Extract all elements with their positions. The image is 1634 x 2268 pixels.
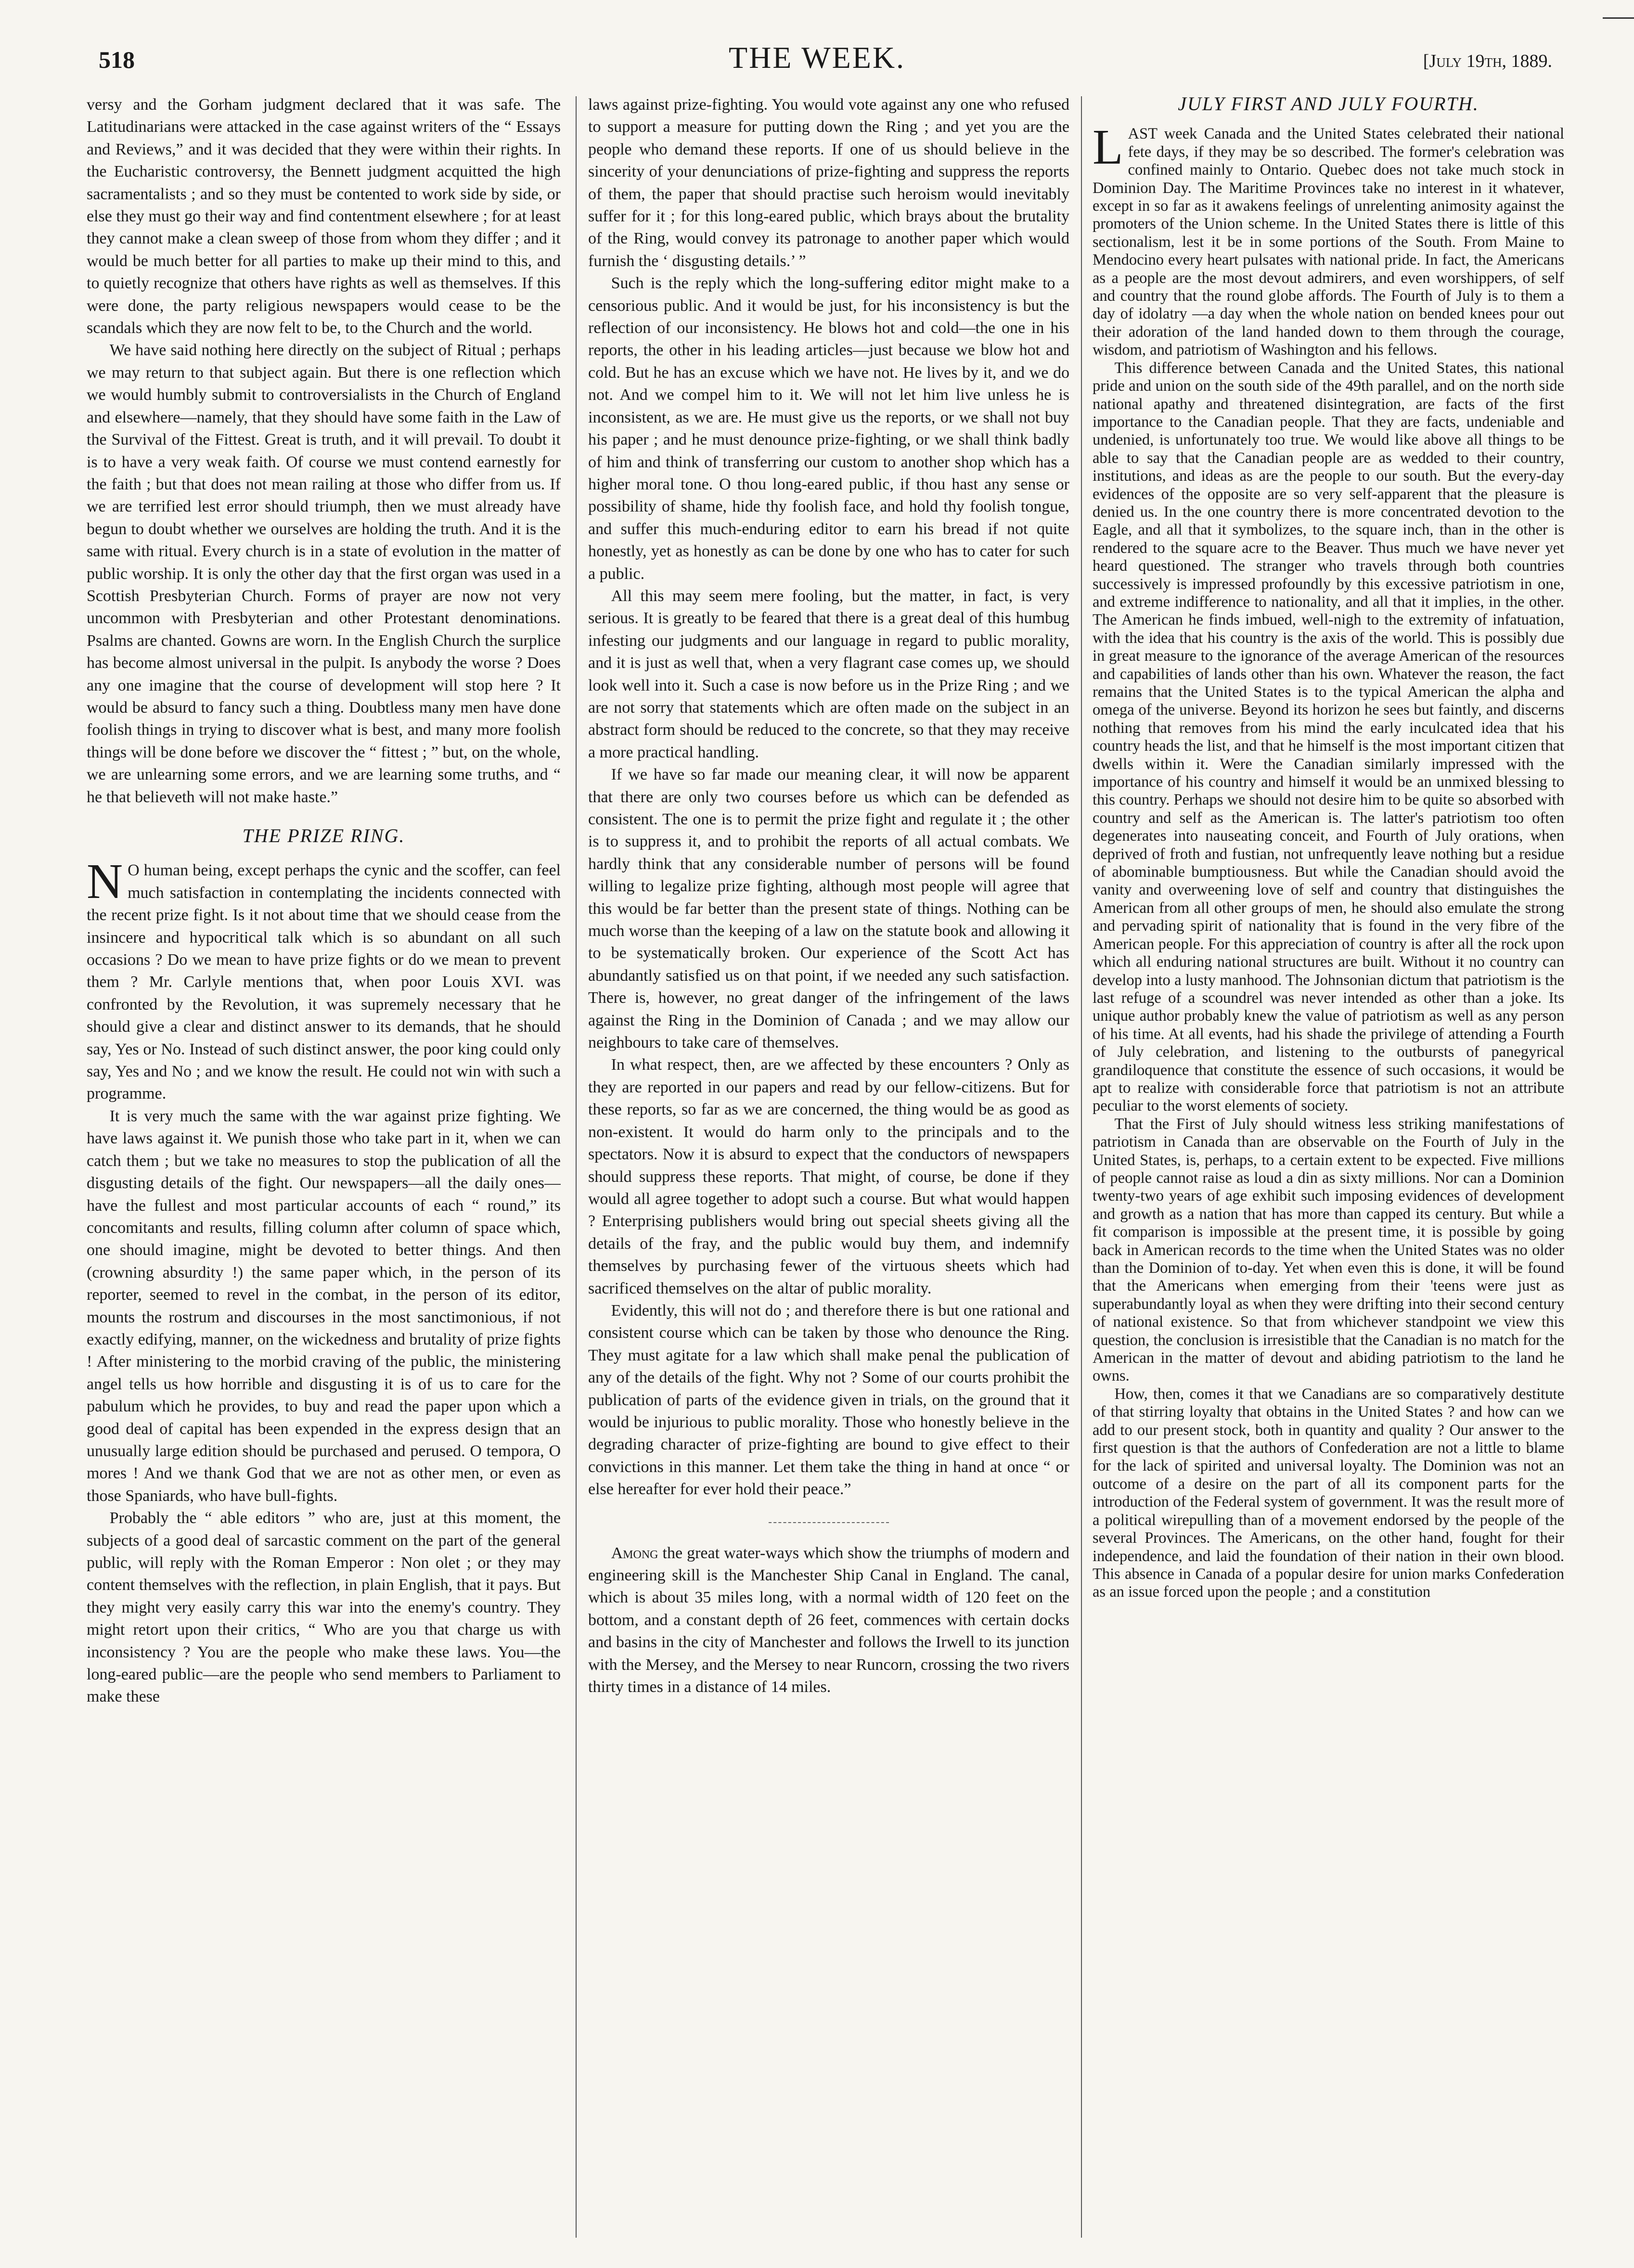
paragraph: Such is the reply which the long-suffering editor might make to a censorious public. And it would be just, for his inconsistency is but the reflection of our inconsistency. He blows hot and cold—the one in his reports, the other in his leading articles—just because we blow hot and cold. But he has an excuse which we have not. He lives by it, and we do not. And we compel him to it. We will not let him live unless he is inconsistent, as we are. He must give us the reports, or we shall not buy his paper ; and he must denounce prize-fighting, or we shall think badly of him and think of transferring our custom to another shop which has a higher moral tone. O thou long-eared public, if thou hast any sense or possibility of shame, hide thy foolish face, and hold thy foolish tongue, and suffer this much-enduring editor to earn his bread if not quite honestly, yet as honestly as can be done by one who has to cater for such a public. [588, 274, 1069, 583]
paragraph: Evidently, this will not do ; and therefore there is but one rational and consistent course which can be taken by those who denounce the Ring. They must agitate for a law which shall make penal the publication of any of the details of the fight. Why not ? Some of our courts prohibit the publication of parts of the evidence given in trials, on the ground that it would be injurious to public morality. Those who honestly believe in the degrading character of prize-fighting are bound to give effect to their convictions in this manner. Let them take the thing in hand at once “ or else hereafter for ever hold their peace.” [588, 1301, 1069, 1499]
paragraph: versy and the Gorham judgment declared that it was safe. The Latitudinarians were attacked in the case against writers of the “ Essays and Reviews,” and it was decided that they were within their rights. In the Eucharistic controversy, the Bennett judgment acquitted the high sacramentalists ; and so they must be contented to work side by side, or else they must go their way and find contentment elsewhere ; for at least they cannot make a clean sweep of those from whom they differ ; and it would be much better for all parties to make up their mind to this, and to quietly recognize that others have rights as well as themselves. If this were done, the party religious newspapers would cease to be the scandals which they are now felt to be, to the Church and the world. [87, 96, 561, 337]
section-separator [769, 1522, 889, 1523]
paragraph: We have said nothing here directly on the subject of Ritual ; perhaps we may return to that subject again. But there is one reflection which we would humbly submit to controversialists in the Church of England and elsewhere—namely, that they should have some faith in the Law of the Survival of the Fittest. Great is truth, and it will prevail. To doubt it is to have a very weak faith. Of course we must contend earnestly for the faith ; but that does not mean railing at those who differ from us. If we are terrified lest error should triumph, then we must already have begun to doubt whether we ourselves are holding the truth. And it is the same with ritual. Every church is in a state of evolution in the matter of public worship. It is only the other day that the first organ was used in a Scottish Presbyterian Church. Forms of prayer are now not very uncommon with Presbyterian and other Protestant denominations. Psalms are chanted. Gowns are worn. In the English Church the surplice has become almost universal in the pulpit. Is anybody the worse ? Does any one imagine that the course of development will stop here ? It would be absurd to fancy such a thing. Doubtless many men have done foolish things in trying to discover what is best, and many more foolish things will be done before we discover the “ fittest ; ” but, on the whole, we are unlearning some errors, and we are learning some truths, and “ he that believeth will not make haste.” [87, 341, 561, 806]
drop-cap: N [87, 854, 123, 910]
article-heading-prize-ring: THE PRIZE RING. [242, 825, 405, 846]
page-number: 518 [99, 46, 135, 73]
masthead: THE WEEK. [728, 40, 906, 75]
paragraph-text: O human being, except perhaps the cynic and the scoffer, can feel much satisfaction in contemplating the incidents connected with the recent prize fight. Is it not about time that we should cease from the insincere and hypocritical talk which is so abundant on all such occasions ? Do we mean to have prize fights or do we mean to prevent them ? Mr. Carlyle mentions that, when poor Louis XVI. was confronted by the Revolution, it was supremely necessary that he should give a clear and distinct answer to its demands, that he should say, Yes or No. Instead of such distinct answer, the poor king could only say, Yes and No ; and we know the result. He could not win with such a programme. [87, 861, 561, 1103]
paragraph [588, 1542, 1069, 1699]
paragraph: That the First of July should witness less striking manifestations of patriotism in Canada than are observable on the Fourth of July in the United States, is, perhaps, to a certain extent to be expected. Five millions of people cannot raise as loud a din as sixty millions. Nor can a Dominion twenty-two years of age exhibit such imposing evidences of development and growth as a nation that has more than capped its century. But while a fit comparison is impossible at the present time, it is possible by going back in American records to the time when the United States was no older than the Dominion of to-day. Yet when even this is done, it will be found that the Americans when emerging from their 'teens were just as superabundantly loyal as when they were drifting into their second century of national existence. So that from whichever standpoint we view this question, the conclusion is irresistible that the Canadian is no match for the American in the matter of devout and abiding patriotism to the land he owns. [1093, 1115, 1564, 1385]
paragraph: If we have so far made our meaning clear, it will now be apparent that there are only two courses before us which can be defended as consistent. The one is to permit the prize fight and regulate it ; the other is to suppress it, and to prohibit the reports of all actual combats. We hardly think that any considerable number of persons will be found willing to legalize prize fighting, although most people will agree that this would be far better than the present state of things. Nothing can be much worse than the keeping of a law on the statute book and allowing it to be systematically broken. Our experience of the Scott Act has abundantly satisfied us on that point, if we needed any such satisfaction. There is, however, no great danger of the infringement of the laws against the Ring in the Dominion of Canada ; and we may allow our neighbours to take care of themselves. [588, 766, 1069, 1052]
paragraph: How, then, comes it that we Canadians are so comparatively destitute of that stirring loyalty that obtains in the United States ? and how can we add to our present stock, both in quantity and quality ? Our answer to the first question is that the authors of Confederation are not a little to blame for the lack of spirited and universal loyalty. The Dominion was not an outcome of a desire on the part of all its component parts for the introduction of the Federal system of government. It was the result more of a political wirepulling than of a movement endorsed by the people of the several Provinces. The Americans, on the other hand, fought for their independence, and laid the foundation of their nation in their own blood. This absence in Canada of a popular desire for union marks Confederation as an issue forced upon the people ; and a constitution [1093, 1385, 1564, 1601]
article-heading-july: JULY FIRST AND JULY FOURTH. [1178, 94, 1479, 115]
lead-word: Among [611, 1544, 658, 1562]
paragraph: It is very much the same with the war against prize fighting. We have laws against it. We punish those who take part in it, when we can catch them ; but we take no measures to stop the publication of all the disgusting details of the fight. Our newspapers—all the daily ones—have the fullest and most particular accounts of each “ round,” its concomitants and results, filling column after column of space which, one should imagine, might be devoted to better things. And then (crowning absurdity !) the same paper which, in the person of its reporter, seemed to revel in the combat, in the person of its editor, mounts the rostrum and discourses in the most sanctimonious, if not exactly edifying, manner, on the wickedness and brutality of prize fights ! After ministering to the morbid craving of the public, the ministering angel tells us how horrible and disgusting it is of us to care for the pabulum which he provides, to buy and read the paper upon which a good deal of capital has been expended in the express design that an unusually large edition should be purchased and perused. O tempora, O mores ! And we thank God that we are not as other men, or even as those Spaniards, who have bull-fights. [87, 1107, 561, 1505]
paragraph-text: the great water-ways which show the triumphs of modern and engineering skill is the Manchester Ship Canal in England. The canal, which is about 35 miles long, with a normal width of 120 feet on the bottom, and a constant depth of 26 feet, commences with certain docks and basins in the city of Manchester and follows the Irwell to its junction with the Mersey, and the Mersey to near Runcorn, crossing the two rivers thirty times in a distance of 14 miles. [588, 1544, 1069, 1696]
paragraph: Probably the “ able editors ” who are, just at this moment, the subjects of a good deal of sarcastic comment on the part of the general public, will reply with the Roman Emperor : Non olet ; or they may content themselves with the reflection, in plain English, that it pays. But they might very easily carry this war into the enemy's country. They might retort upon their critics, “ Who are you that charge us with inconsistency ? You are the people who make these laws. You—the long-eared public—are the people who send members to Parliament to make these [87, 1509, 561, 1706]
column-rule-1 [576, 96, 577, 2238]
column-2 [588, 94, 1069, 2240]
column-rule-2 [1081, 96, 1082, 2238]
paragraph [1093, 119, 1564, 359]
page-corner-rule [1603, 0, 1634, 19]
column-3 [1093, 94, 1564, 2240]
column-1 [87, 94, 561, 2240]
paragraph [87, 854, 561, 1105]
page-header [0, 40, 1634, 89]
paragraph-text: AST week Canada and the United States celebrated their national fete days, if they may be so described. The former's celebration was confined mainly to Ontario. Quebec does not take much stock in Dominion Day. The Maritime Provinces take no interest in it whatever, except in so far as it awakens feelings of unrelenting animosity against the promoters of the Union scheme. In the United States there is little of this sectionalism, lest it be in some portions of the South. From Maine to Mendocino every heart pulsates with national pride. In fact, the Americans as a people are the most devout admirers, and even worshippers, of self and country that the round globe affords. The Fourth of July is to them a day of idolatry —a day when the whole nation on bended knees pour out their adoration of the land handed down to them through the courage, wisdom, and patriotism of Washington and his fellows. [1093, 125, 1564, 359]
drop-cap: L [1093, 119, 1123, 175]
paragraph: All this may seem mere fooling, but the matter, in fact, is very serious. It is greatly to be feared that there is a great deal of this humbug infesting our judgments and our language in regard to public morality, and it is just as well that, when a very flagrant case comes up, we should look well into it. Such a case is now before us in the Prize Ring ; and we are not sorry that statements which are often made on the subject in an abstract form should be reduced to the concrete, so that they may receive a more practical handling. [588, 587, 1069, 761]
issue-date: [July 19th, 1889. [1423, 51, 1552, 71]
paragraph: In what respect, then, are we affected by these encounters ? Only as they are reported in our papers and read by our fellow-citizens. But for these reports, so far as we are concerned, the thing would be as good as non-existent. It would do harm only to the principals and to the spectators. Now it is absurd to expect that the conductors of newspapers should suppress these reports. That might, of course, be done if they would all agree together to adopt such a course. But what would happen ? Enterprising publishers would bring out special sheets giving all the details of the fray, and the public would buy them, and indemnify themselves by purchasing fewer of the virtuous sheets which had sacrificed themselves on the altar of public morality. [588, 1056, 1069, 1297]
paragraph: laws against prize-fighting. You would vote against any one who refused to support a measure for putting down the Ring ; and yet you are the people who demand these reports. If one of us should believe in the sincerity of your denunciations of prize-fighting and suppress the reports of them, the paper that should practise such heroism would inevitably suffer for it ; for this long-eared public, which brays about the brutality of the Ring, would convey its patronage to another paper which would furnish the ‘ disgusting details.’ ” [588, 96, 1069, 270]
paragraph: This difference between Canada and the United States, this national pride and union on the south side of the 49th parallel, and on the north side national apathy and threatened disintegration, are facts of the first importance to the Canadian people. That they are facts, undeniable and undenied, is unfortunately too true. We would like above all things to be able to say that the Canadian people are as wedded to their country, institutions, and ideas as are the people to our south. But the every-day evidences of the opposite are so very self-apparent that the pleasure is denied us. In the one country there is more concentrated devotion to the Eagle, and all that it symbolizes, to the square inch, than in the other is rendered to the square acre to the Beaver. Thus much we have never yet heard questioned. The stranger who travels through both countries successively is impressed profoundly by this excessive patriotism in one, and extreme indifference to nationality, and all that it implies, in the other. The American he finds imbued, well-nigh to the extremity of infatuation, with the idea that his country is the axis of the world. This is possibly due in great measure to the ignorance of the average American of the resources and capabilities of lands other than his own. Whatever the reason, the fact remains that the United States is to the typical American the alpha and omega of the universe. Beyond its horizon he sees but faintly, and discerns nothing that removes from his mind the early inculcated idea that his country heads the list, and that he himself is the most important citizen that dwells within it. Were the Canadian similarly impressed with the importance of his country and himself it would be an unmixed blessing to this country. Perhaps we should not desire him to be quite so absorbed with country and self as the American is. The latter's patriotism too often degenerates into nauseating conceit, and Fourth of July orations, when deprived of froth and fustian, not unfrequently leave nothing but a residue of abominable bumptiousness. But while the Canadian should avoid the vanity and overweening love of self and country that distinguishes the American from all other groups of men, he should also emulate the strong and pervading spirit of nationality that is found in the very fibre of the American people. For this appreciation of country is after all the rock upon which all enduring national structures are built. Without it no country can develop into a lusty manhood. The Johnsonian dictum that patriotism is the last refuge of a scoundrel was never intended as other than a joke. Its unique author probably knew the value of patriotism as well as any person of his time. At all events, had his shade the privilege of attending a Fourth of July celebration, and listening to the outbursts of panegyrical grandiloquence that constitute the essence of such occasions, it would be apt to realize with considerable force that patriotism is not an attribute peculiar to the worst elements of society. [1093, 359, 1564, 1115]
